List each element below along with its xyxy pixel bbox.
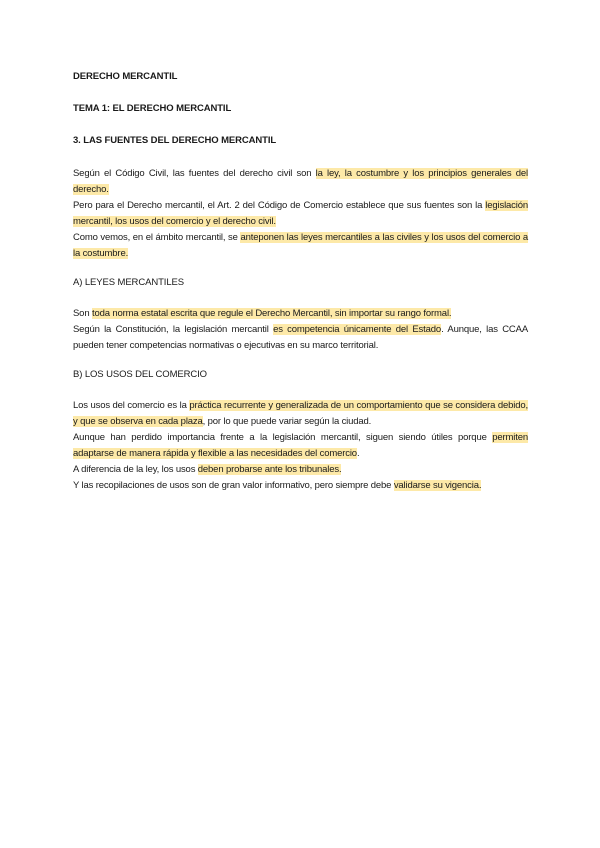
usos-paragraph-2 (73, 430, 528, 462)
usos-p3-highlight: deben probarse ante los tribunales. (197, 464, 342, 475)
leyes-p2-highlight: es competencia únicamente del Estado (273, 324, 442, 335)
document-body (73, 70, 528, 494)
usos-p1-text: Los usos del comercio es la (73, 400, 190, 411)
usos-p4-highlight: validarse su vigencia. (393, 480, 482, 491)
leyes-section-title: A) LEYES MERCANTILES (73, 277, 184, 288)
usos-p3-text: A diferencia de la ley, los usos (73, 464, 198, 475)
intro-paragraph-2 (73, 198, 528, 230)
usos-p2-text: Aunque han perdido importancia frente a la legislación mercantil, siguen siendo útiles porque (73, 432, 493, 443)
leyes-p2-text: Según la Constitución, la legislación mercantil (73, 324, 274, 335)
leyes-p2-text-end: . Aunque, las CCAA pueden tener competencias normativas o ejecutivas en su marco territorial. (73, 324, 528, 351)
section-title: 3. LAS FUENTES DEL DERECHO MERCANTIL (73, 135, 277, 146)
intro-p3-highlight: anteponen las leyes mercantiles a las civiles y los usos del comercio a la costumbre. (73, 232, 528, 259)
usos-paragraph-3 (73, 462, 528, 478)
leyes-p1-text: Son (73, 308, 92, 319)
intro-paragraph-1 (73, 166, 528, 198)
intro-p2-highlight: legislación mercantil, los usos del comercio y el derecho civil. (73, 200, 528, 227)
intro-p1-text: Según el Código Civil, las fuentes del derecho civil son (73, 168, 316, 179)
intro-p1-highlight: la ley, la costumbre y los principios generales del derecho. (73, 168, 529, 195)
intro-paragraph-3 (73, 230, 528, 262)
leyes-paragraph-2 (73, 322, 528, 354)
intro-p2-text: Pero para el Derecho mercantil, el Art. 2 del Código de Comercio establece que sus fuentes son la (73, 200, 486, 211)
usos-p1-highlight: práctica recurrente y generalizada de un comportamiento que se considera debido, y que se observa en cada plaza (73, 400, 528, 427)
intro-p3-text: Como vemos, en el ámbito mercantil, se (73, 232, 241, 243)
usos-p2-highlight: permiten adaptarse de manera rápida y flexible a las necesidades del comercio (73, 432, 528, 459)
usos-p1-text-end: , por lo que puede variar según la ciudad. (202, 416, 372, 427)
topic-title: TEMA 1: EL DERECHO MERCANTIL (73, 103, 232, 114)
usos-paragraph-4 (73, 478, 528, 494)
usos-paragraph-1 (73, 398, 528, 430)
usos-section-title: B) LOS USOS DEL COMERCIO (73, 369, 207, 380)
leyes-p1-highlight: toda norma estatal escrita que regule el Derecho Mercantil, sin importar su rango formal. (91, 308, 452, 319)
usos-p4-text: Y las recopilaciones de usos son de gran valor informativo, pero siempre debe (73, 480, 394, 491)
usos-p2-text-end: . (356, 448, 360, 459)
leyes-paragraph-1 (73, 306, 528, 322)
course-title: DERECHO MERCANTIL (73, 71, 178, 82)
